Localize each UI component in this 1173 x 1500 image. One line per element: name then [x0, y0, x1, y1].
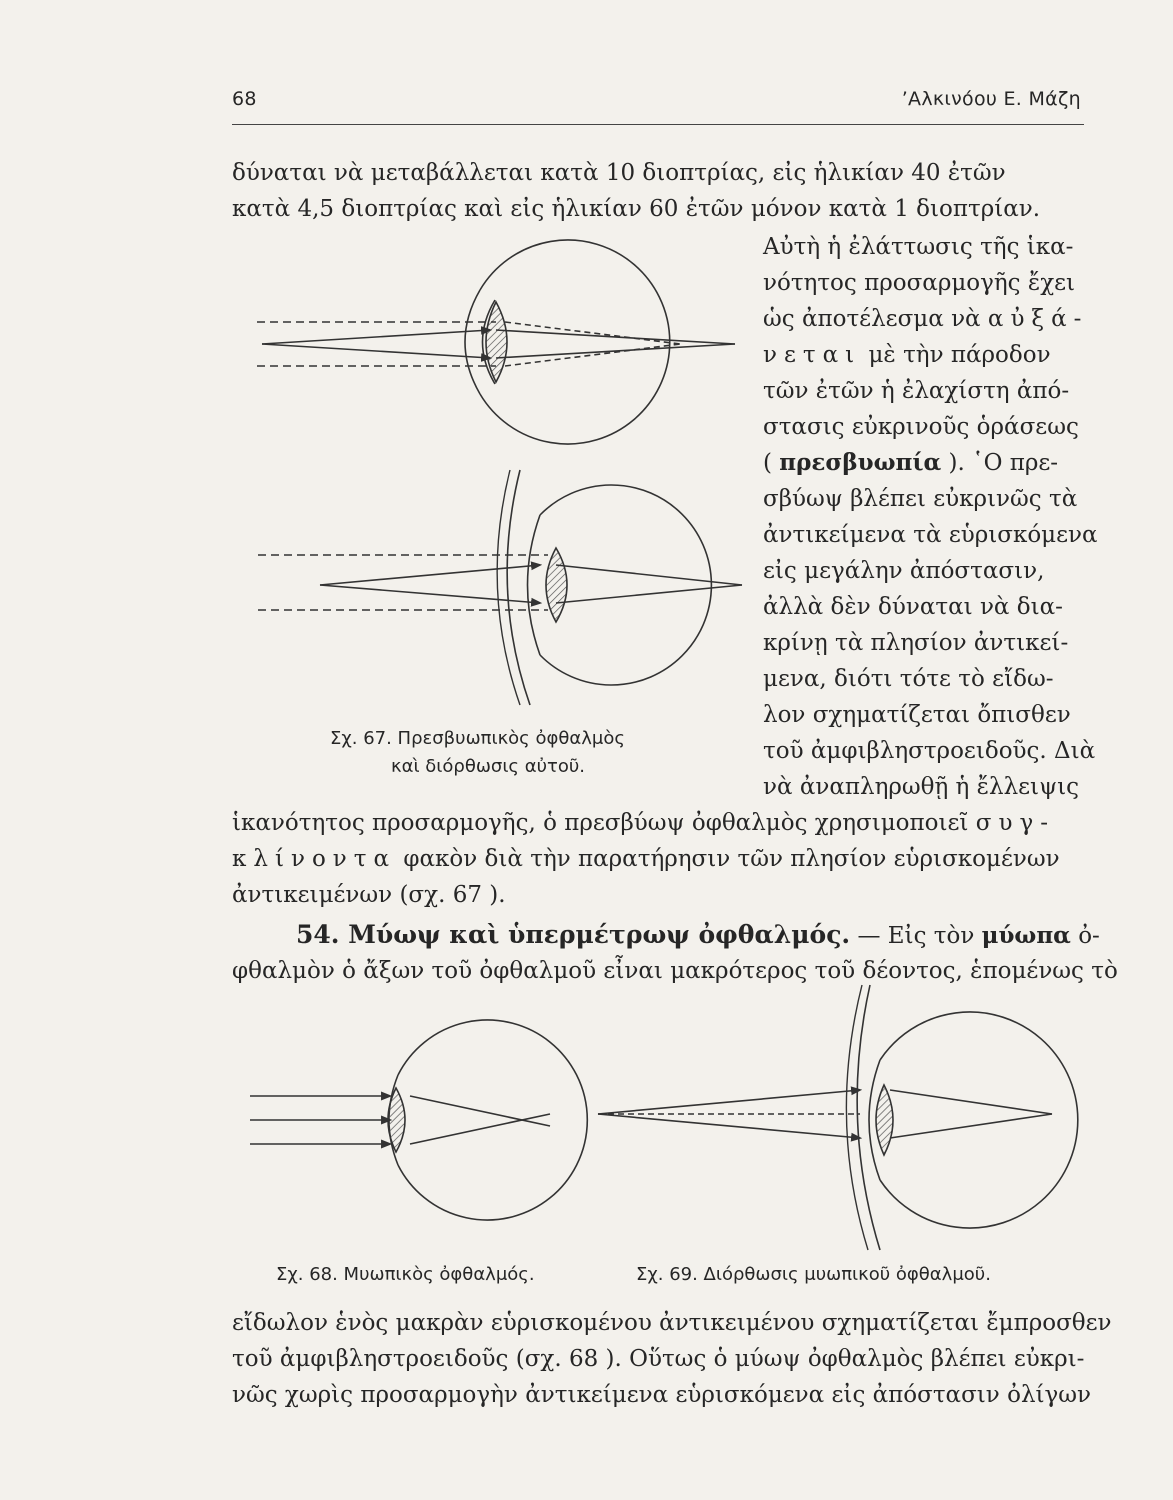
spaced-word-auxanetai-1: αὐξά- [987, 306, 1089, 332]
section-heading: 54. Μύωψ καὶ ὑπερμέτρωψ ὀφθαλμός. [296, 920, 851, 949]
mid-line-2-text: φακὸν διὰ τὴν παρατήρησιν τῶν πλησίον εὑρισκομένων [403, 846, 1060, 872]
body-line-2: κατὰ 4,5 διοπτρίας καὶ εἰς ἡλικίαν 60 ἐτῶν μόνον κατὰ 1 διοπτρίαν. [232, 196, 1041, 222]
spaced-word-auxanetai-2: νεται [763, 342, 862, 368]
section-line-tail: ὀ- [1078, 923, 1100, 949]
fig68-myopic-eye [250, 1020, 587, 1220]
section-line-2: φθαλμὸν ὁ ἄξων τοῦ ὀφθαλμοῦ εἶναι μακρότερος τοῦ δέοντος, ἑπομένως τὸ [232, 958, 1118, 984]
side-line-11: ἀλλὰ δὲν δύναται νὰ δια- [763, 594, 1063, 620]
bottom-line-1: εἴδωλον ἑνὸς μακρὰν εὑρισκομένου ἀντικειμένου σχηματίζεται ἔμπροσθεν [232, 1310, 1112, 1336]
paren-open: ( [763, 450, 772, 476]
side-line-13: μενα, διότι τότε τὸ εἴδω- [763, 666, 1054, 692]
page-number: 68 [232, 88, 257, 110]
side-line-5: τῶν ἐτῶν ἡ ἐλαχίστη ἀπό- [763, 378, 1070, 404]
side-line-2: νότητος προσαρμογῆς ἔχει [763, 270, 1076, 296]
section-dash-text: — Εἰς τὸν [857, 923, 975, 949]
side-line-8: σβύωψ βλέπει εὐκρινῶς τὰ [763, 486, 1078, 512]
fig67-caption-line-1: Σχ. 67. Πρεσβυωπικὸς ὀφθαλμὸς [330, 728, 625, 749]
side-line-3-text: ὡς ἀποτέλεσμα νὰ [763, 306, 981, 332]
term-presbyopia: πρεσβυωπία [779, 449, 942, 476]
side-line-9: ἀντικείμενα τὰ εὑρισκόμενα [763, 522, 1098, 548]
running-header-author: ’Αλκινόου Ε. Μάζη [901, 88, 1081, 110]
fig69-corrected-eye [598, 985, 1078, 1250]
bottom-line-3: νῶς χωρὶς προσαρμογὴν ἀντικείμενα εὑρισκόμενα εἰς ἀπόστασιν ὀλίγων [232, 1382, 1092, 1408]
mid-line-3: ἀντικειμένων (σχ. 67 ). [232, 882, 506, 908]
side-line-16: νὰ ἀναπληρωθῇ ἡ ἔλλειψις [763, 774, 1080, 800]
side-line-10: εἰς μεγάλην ἀπόστασιν, [763, 558, 1045, 584]
side-line-6: στασις εὐκρινοῦς ὁράσεως [763, 414, 1079, 440]
side-line-1: Αὐτὴ ἡ ἐλάττωσις τῆς ἱκα- [763, 234, 1074, 260]
spaced-word-synklinonta-2: κλίνοντα [232, 846, 397, 872]
bottom-line-2: τοῦ ἀμφιβληστροειδοῦς (σχ. 68 ). Οὕτως ὁ μύωψ ὀφθαλμὸς βλέπει εὐκρι- [232, 1346, 1085, 1372]
fig67-caption-line-2: καὶ διόρθωσις αὐτοῦ. [391, 756, 585, 777]
side-line-15: τοῦ ἀμφιβληστροειδοῦς. Διὰ [763, 738, 1096, 764]
spaced-word-synklinonta-1: συγ- [975, 810, 1055, 836]
side-line-4-text: μὲ τὴν πάροδον [868, 342, 1051, 368]
side-line-12: κρίνῃ τὰ πλησίον ἀντικεί- [763, 630, 1069, 656]
term-myopic: μύωπα [981, 922, 1071, 949]
body-line-1: δύναται νὰ μεταβάλλεται κατὰ 10 διοπτρίας, εἰς ἡλικίαν 40 ἐτῶν [232, 160, 1006, 186]
fig68-caption: Σχ. 68. Μυωπικὸς ὀφθαλμός. [276, 1264, 535, 1285]
side-line-14: λον σχηματίζεται ὄπισθεν [763, 702, 1071, 728]
fig67-eye-uncorrected [257, 240, 735, 444]
fig67-eye-corrected [258, 470, 742, 705]
side-line-7-tail: ). ῾Ο πρε- [948, 450, 1059, 476]
fig69-caption: Σχ. 69. Διόρθωσις μυωπικοῦ ὀφθαλμοῦ. [636, 1264, 991, 1285]
mid-line-1-text: ἱκανότητος προσαρμογῆς, ὁ πρεσβύωψ ὀφθαλμὸς χρησιμοποιεῖ [232, 810, 969, 836]
